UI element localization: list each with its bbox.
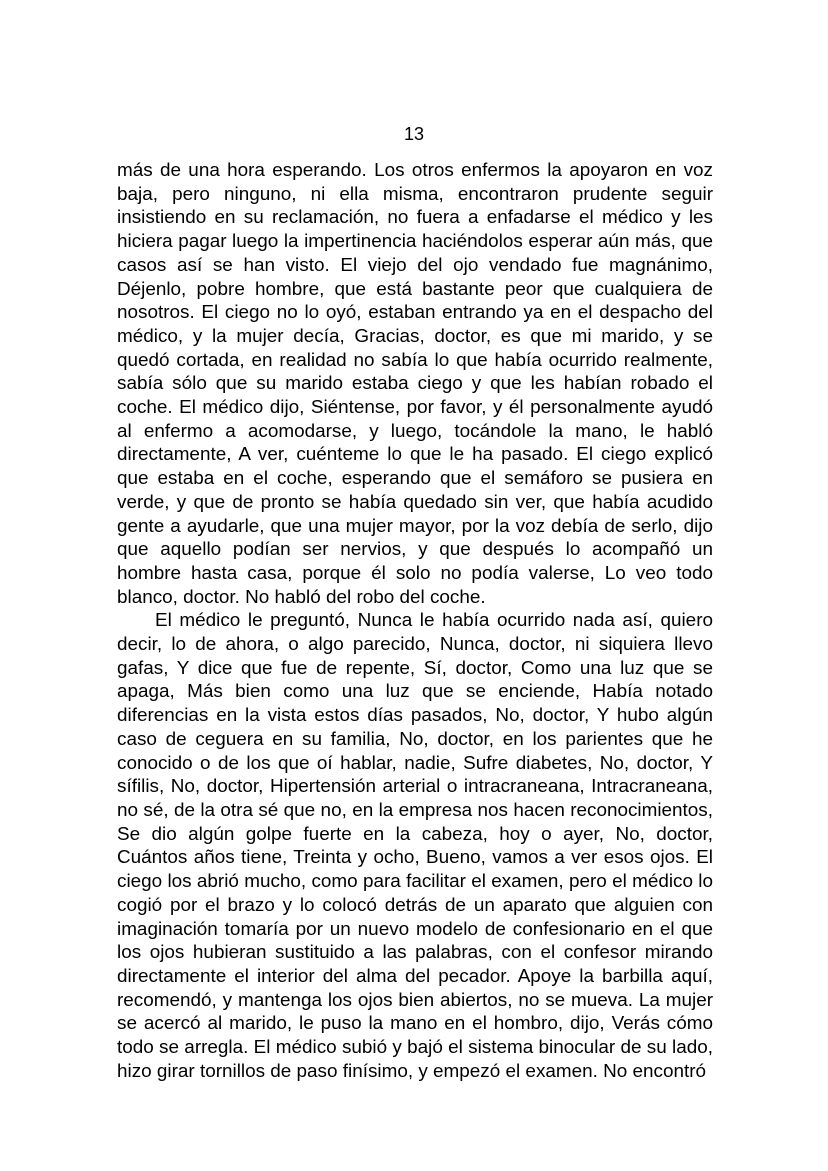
paragraph: más de una hora esperando. Los otros enfermos la apoyaron en voz baja, pero ninguno, ni ella misma, encontraron prudente seguir insistiendo en su reclamación, no fuera a enfadarse el médico y les hiciera pagar luego la impertinencia haciéndolos esperar aún más, que casos así se han visto. El viejo del ojo vendado fue magnánimo, Déjenlo, pobre hombre, que está bastante peor que cualquiera de nosotros. El ciego no lo oyó, estaban entrando ya en el despacho del médico, y la mujer decía, Gracias, doctor, es que mi marido, y se quedó cortada, en realidad no sabía lo que había ocurrido realmente, sabía sólo que su marido estaba ciego y que les habían robado el coche. El médico dijo, Siéntense, por favor, y él personalmente ayudó al enfermo a acomodarse, y luego, tocándole la mano, le habló directamente, A ver, cuénteme lo que le ha pasado. El ciego explicó que estaba en el coche, esperando que el semáforo se pusiera en verde, y que de pronto se había quedado sin ver, que había acudido gente a ayudarle, que una mujer mayor, por la voz debía de serlo, dijo que aquello podían ser nervios, y que después lo acompañó un hombre hasta casa, porque él solo no podía valerse, Lo veo todo blanco, doctor. No habló del robo del coche. [117, 160, 713, 608]
page-number: 13 [403, 124, 425, 144]
paragraph: El médico le preguntó, Nunca le había ocurrido nada así, quiero decir, lo de ahora, o algo parecido, Nunca, doctor, ni siquiera llevo gafas, Y dice que fue de repente, Sí, doctor, Como una luz que se apaga, Más bien como una luz que se enciende, Había notado diferencias en la vista estos días pasados, No, doctor, Y hubo algún caso de ceguera en su familia, No, doctor, en los parientes que he conocido o de los que oí hablar, nadie, Sufre diabetes, No, doctor, Y sífilis, No, doctor, Hipertensión arterial o intracraneana, Intracraneana, no sé, de la otra sé que no, en la empresa nos hacen reconocimientos, Se dio algún golpe fuerte en la cabeza, hoy o ayer, No, doctor, Cuántos años tiene, Treinta y ocho, Bueno, vamos a ver esos ojos. El ciego los abrió mucho, como para facilitar el examen, pero el médico lo cogió por el brazo y lo colocó detrás de un aparato que alguien con imaginación tomaría por un nuevo modelo de confesionario en el que los ojos hubieran sustituido a las palabras, con el confesor mirando directamente el interior del alma del pecador. Apoye la barbilla aquí, recomendó, y mantenga los ojos bien abiertos, no se mueva. La mujer se acercó al marido, le puso la mano en el hombro, dijo, Verás cómo todo se arregla. El médico subió y bajó el sistema binocular de su lado, hizo girar tornillos de paso finísimo, y empezó el examen. No encontró [117, 610, 713, 1082]
body-text [117, 159, 713, 1083]
